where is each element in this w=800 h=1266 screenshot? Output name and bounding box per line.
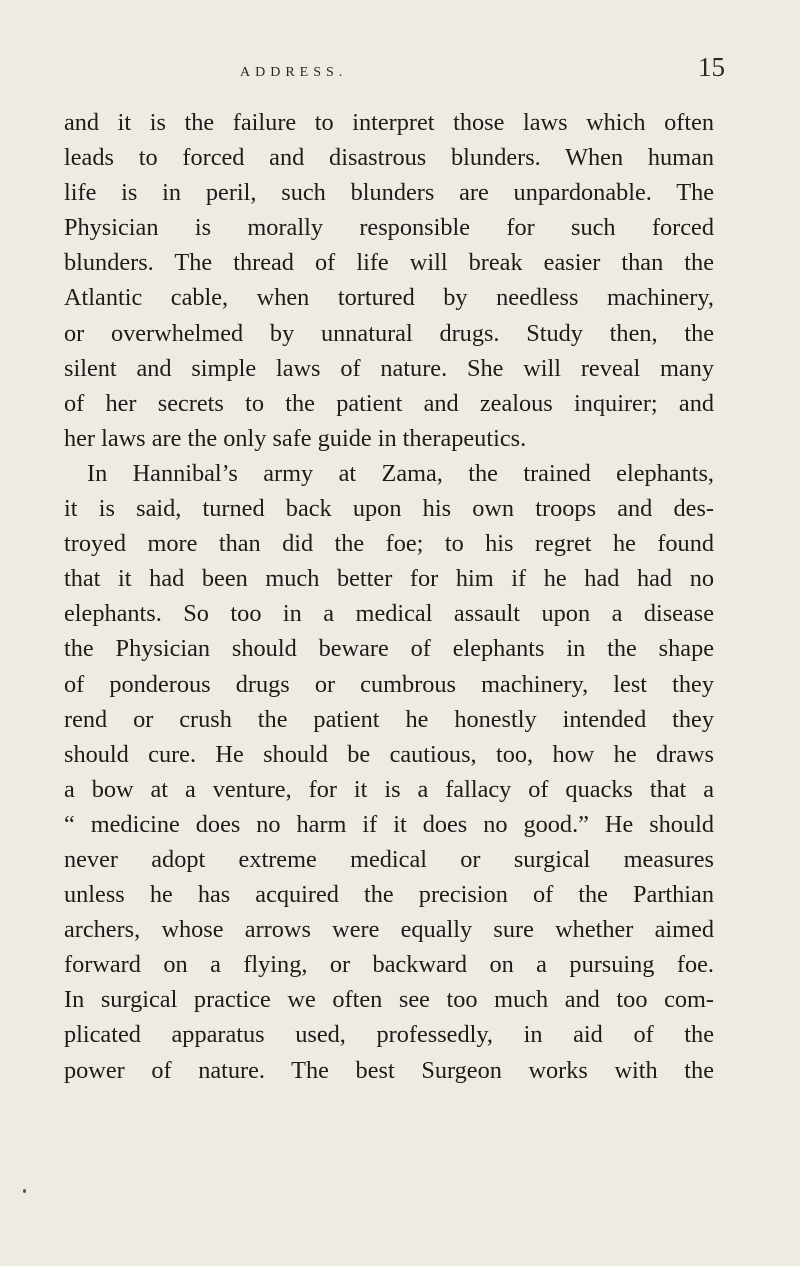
- text-line: power of nature. The best Surgeon works with the: [64, 1056, 714, 1084]
- text-line: elephants. So too in a medical assault upon a disease: [64, 600, 714, 628]
- text-line: troyed more than did the foe; to his regret he found: [64, 530, 714, 558]
- text-line: silent and simple laws of nature. She will reveal many: [64, 354, 714, 382]
- text-line: plicated apparatus used, professedly, in aid of the: [64, 1021, 714, 1049]
- text-line: blunders. The thread of life will break easier than the: [64, 249, 714, 277]
- text-line: her laws are the only safe guide in therapeutics.: [64, 424, 527, 452]
- text-line: forward on a flying, or backward on a pursuing foe.: [64, 951, 714, 979]
- text-line: should cure. He should be cautious, too, how he draws: [64, 740, 714, 768]
- text-line: In surgical practice we often see too much and too com-: [64, 986, 714, 1014]
- text-line: life is in peril, such blunders are unpardonable. The: [64, 179, 714, 207]
- text-line: never adopt extreme medical or surgical measures: [64, 845, 714, 873]
- text-line: the Physician should beware of elephants in the shape: [64, 635, 714, 663]
- text-line: of ponderous drugs or cumbrous machinery, lest they: [64, 670, 714, 698]
- text-line: or overwhelmed by unnatural drugs. Study then, the: [64, 319, 714, 347]
- text-line: Atlantic cable, when tortured by needless machinery,: [64, 284, 714, 312]
- body-text: [64, 105, 714, 1088]
- text-line: and it is the failure to interpret those laws which often: [64, 109, 714, 136]
- running-head: ADDRESS.: [240, 65, 348, 80]
- text-line: rend or crush the patient he honestly intended they: [64, 705, 714, 733]
- text-line: unless he has acquired the precision of the Parthian: [64, 881, 714, 909]
- ink-speck: [23, 1189, 26, 1193]
- text-line: of her secrets to the patient and zealous inquirer; and: [64, 389, 714, 417]
- text-line: it is said, turned back upon his own troops and des-: [64, 495, 714, 523]
- text-line: a bow at a venture, for it is a fallacy of quacks that a: [64, 775, 714, 803]
- text-line: “ medicine does no harm if it does no good.” He should: [64, 810, 714, 838]
- page-header: [0, 52, 800, 92]
- text-line: leads to forced and disastrous blunders. When human: [64, 144, 714, 172]
- paragraph-start-line: In Hannibal’s army at Zama, the trained elephants,: [87, 459, 714, 487]
- text-line: Physician is morally responsible for such forced: [64, 214, 714, 242]
- text-line: archers, whose arrows were equally sure whether aimed: [64, 916, 714, 944]
- text-line: that it had been much better for him if he had had no: [64, 565, 714, 593]
- page-number: 15: [698, 52, 725, 82]
